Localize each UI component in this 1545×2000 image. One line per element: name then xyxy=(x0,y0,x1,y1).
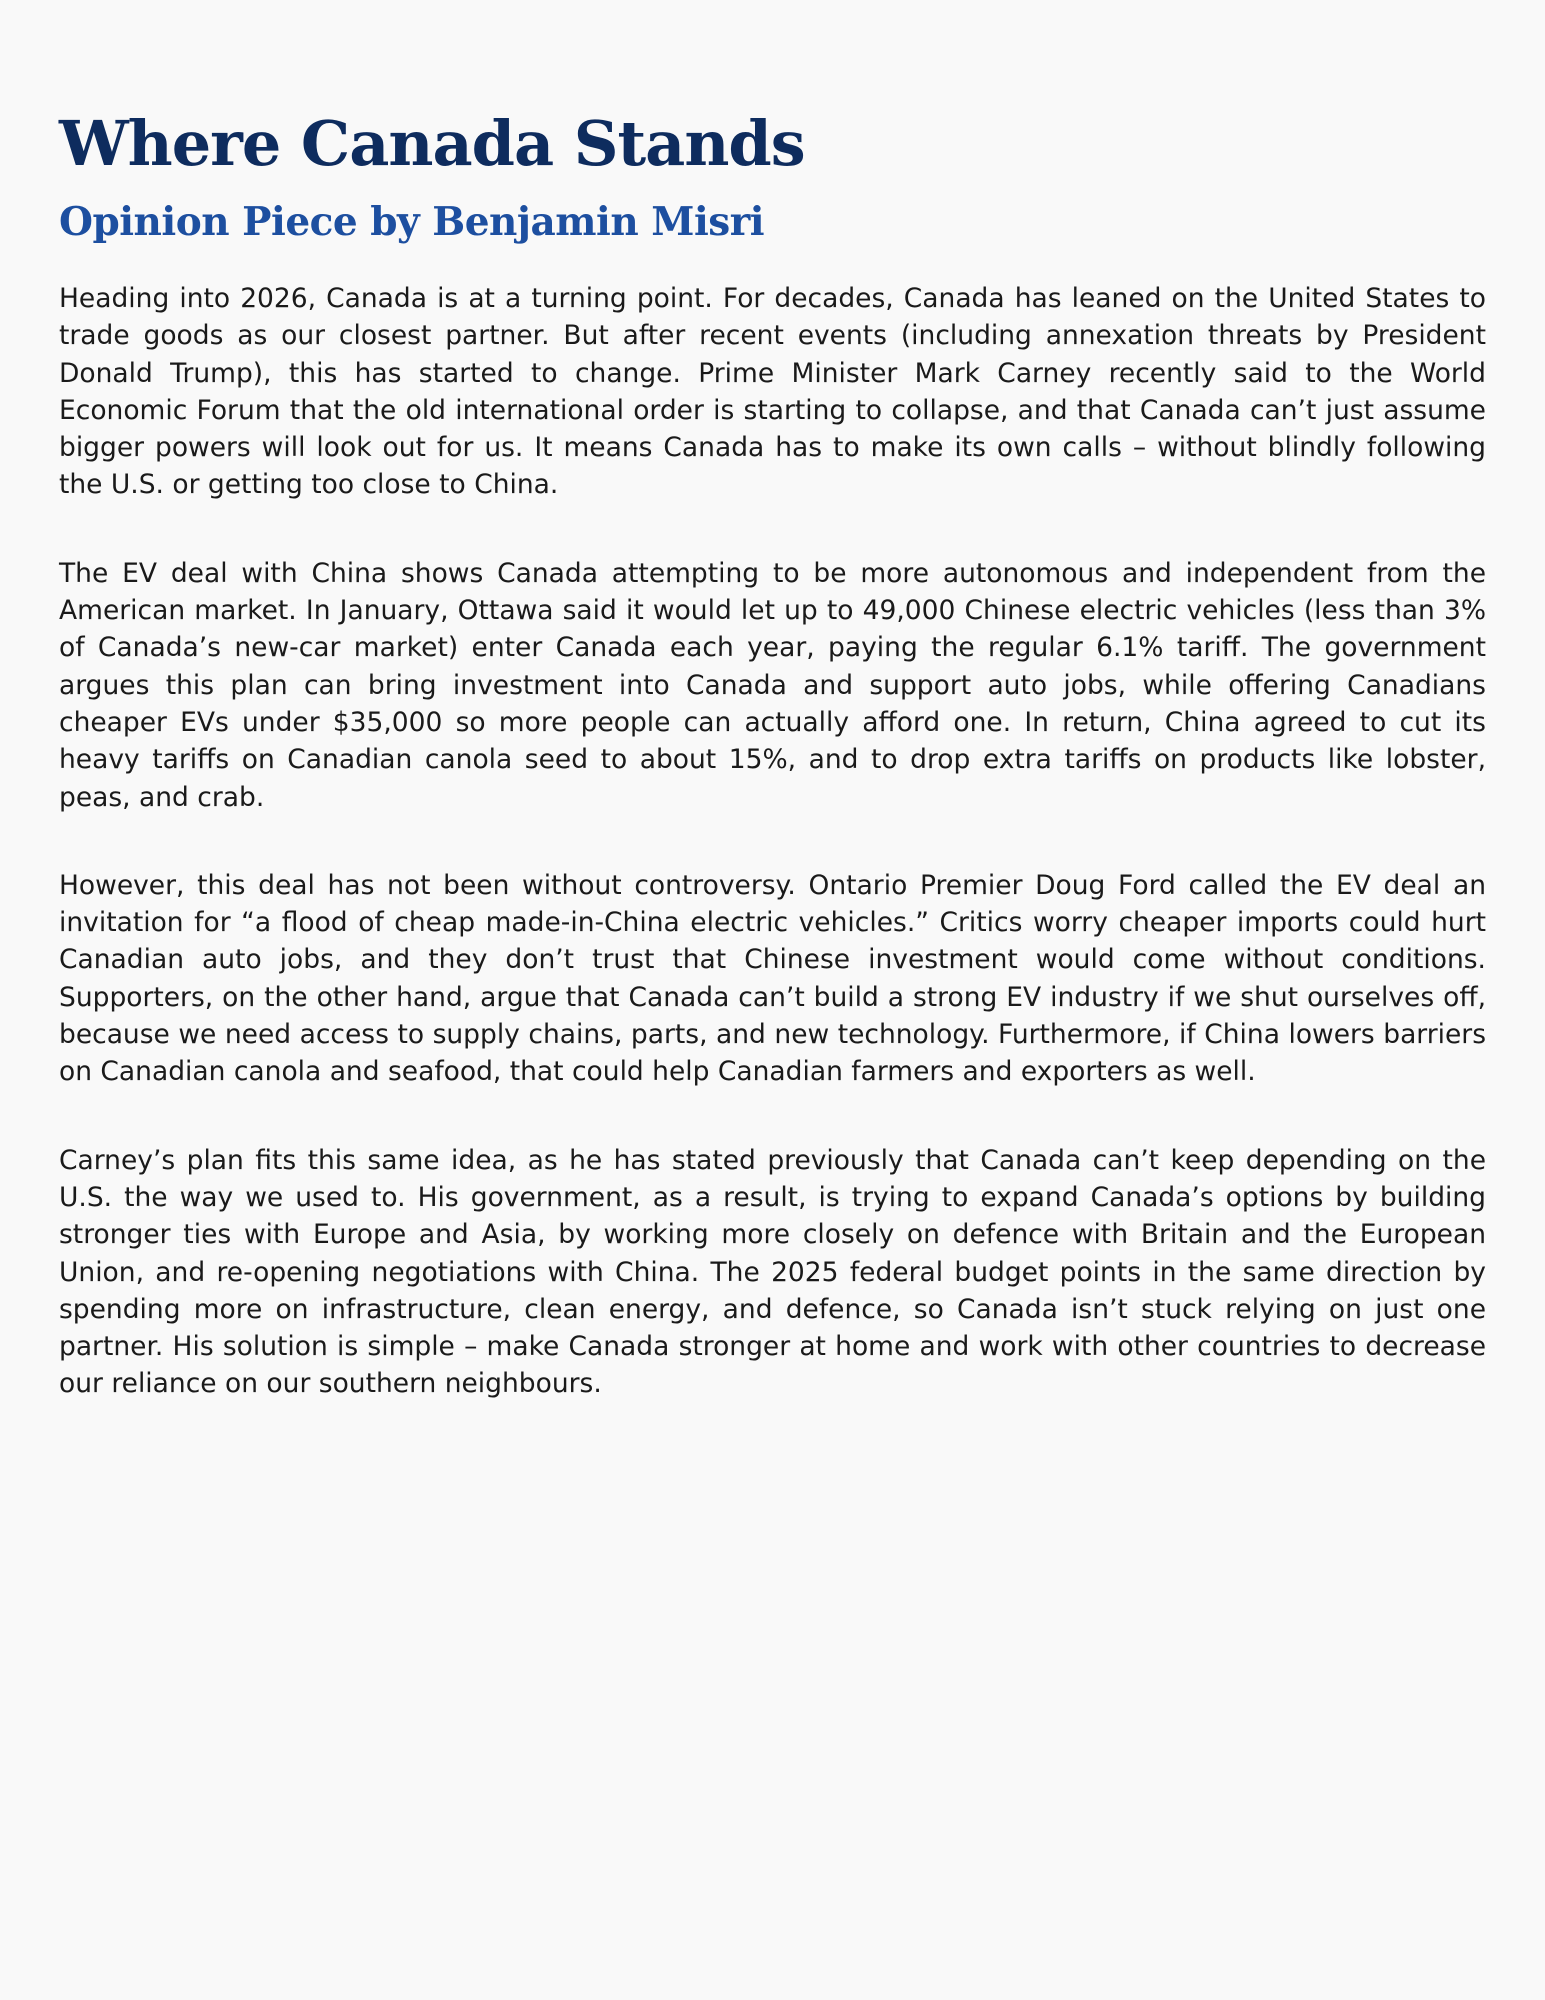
article-title: Where Canada Stands xyxy=(59,107,805,180)
paragraph-4: Carney’s plan fits this same idea, as he has stated previously that Canada can’t keep depending on the U.S. the way we used to. His government, as a result, is trying to expand Canada’s options by building stronger ties with Europe and Asia, by working more closely on defence with Britain and the European Union, and re-opening negotiations with China. The 2025 federal budget points in the same direction by spending more on infrastructure, clean energy, and defence, so Canada isn’t stuck relying on just one partner. His solution is simple – make Canada stronger at home and work with other countries to decrease our reliance on our southern neighbours. xyxy=(59,1144,1486,1400)
paragraph-1: Heading into 2026, Canada is at a turning point. For decades, Canada has leaned on the United States to trade goods as our closest partner. But after recent events (including annexation threats by President Donald Trump), this has started to change. Prime Minister Mark Carney recently said to the World Economic Forum that the old international order is starting to collapse, and that Canada can’t just assume bigger powers will look out for us. It means Canada has to make its own calls – without blindly following the U.S. or getting too close to China. xyxy=(59,283,1486,501)
article-body xyxy=(59,280,1486,1403)
paragraph-2: The EV deal with China shows Canada attempting to be more autonomous and independent from the American market. In January, Ottawa said it would let up to 49,000 Chinese electric vehicles (less than 3% of Canada’s new-car market) enter Canada each year, paying the regular 6.1% tariff. The government argues this plan can bring investment into Canada and support auto jobs, while offering Canadians cheaper EVs under $35,000 so more people can actually afford one. In return, China agreed to cut its heavy tariffs on Canadian canola seed to about 15%, and to drop extra tariffs on products like lobster, peas, and crab. xyxy=(59,557,1486,813)
article-byline: Opinion Piece by Benjamin Misri xyxy=(59,199,765,245)
article xyxy=(59,100,1486,1454)
paragraph-3: However, this deal has not been without controversy. Ontario Premier Doug Ford called the EV deal an invitation for “a flood of cheap made-in-China electric vehicles.” Critics worry cheaper imports could hurt Canadian auto jobs, and they don’t trust that Chinese investment would come without conditions. Supporters, on the other hand, argue that Canada can’t build a strong EV industry if we shut ourselves off, because we need access to supply chains, parts, and new technology. Furthermore, if China lowers barriers on Canadian canola and seafood, that could help Canadian farmers and exporters as well. xyxy=(59,869,1486,1088)
